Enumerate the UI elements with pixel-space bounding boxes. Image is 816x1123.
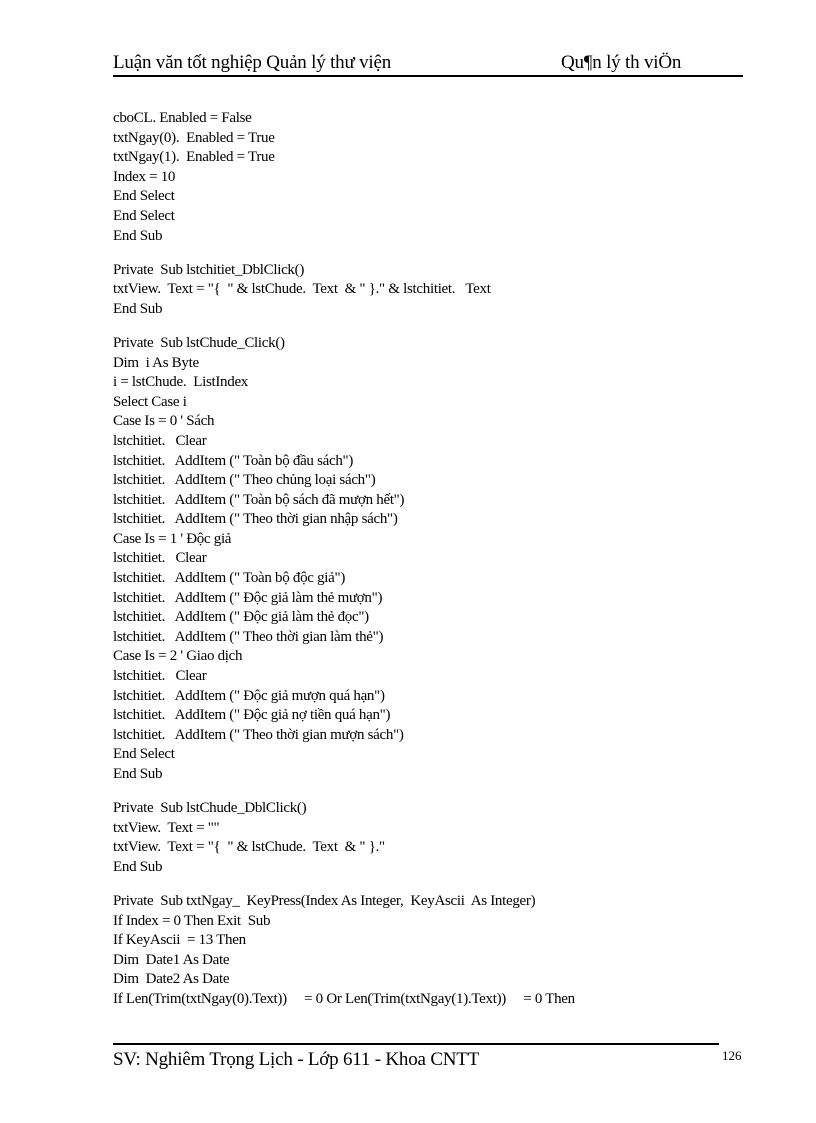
code-line: Private Sub lstChude_DblClick() (113, 800, 307, 817)
code-line: i = lstChude. ListIndex (113, 374, 248, 391)
code-line: Dim Date2 As Date (113, 971, 230, 988)
code-listing (113, 109, 575, 1010)
block-spacer (113, 877, 575, 892)
code-line: End Select (113, 188, 175, 205)
code-line: End Sub (113, 227, 163, 244)
code-line: lstchitiet. AddItem (" Toàn bộ sách đã mượn hết") (113, 491, 405, 508)
code-line: End Select (113, 207, 175, 224)
header-section-title: Qu¶n lý th viÖn (561, 52, 682, 73)
code-line: cboCL. Enabled = False (113, 110, 252, 126)
code-line: End Sub (113, 858, 163, 875)
footer-divider (113, 1043, 719, 1045)
code-line: If Index = 0 Then Exit Sub (113, 912, 271, 929)
code-line: txtNgay(1). Enabled = True (113, 149, 275, 166)
code-line: lstchitiet. AddItem (" Toàn bộ độc giả") (113, 570, 346, 587)
code-line: Dim i As Byte (113, 354, 199, 371)
code-line: Private Sub lstchitiet_DblClick() (113, 261, 305, 278)
code-line: txtView. Text = "{ " & lstChude. Text & " }." (113, 839, 385, 856)
code-line: If Len(Trim(txtNgay(0).Text)) = 0 Or Len(Trim(txtNgay(1).Text)) = 0 Then (113, 990, 575, 1007)
code-line: lstchitiet. AddItem (" Độc giả làm thẻ mượn") (113, 589, 383, 606)
code-line: lstchitiet. AddItem (" Độc giả làm thẻ đọc") (113, 609, 369, 626)
block-spacer (113, 246, 575, 261)
code-line: txtView. Text = "{ " & lstChude. Text & " }." & lstchitiet. Text (113, 281, 491, 298)
code-line: lstchitiet. AddItem (" Theo thời gian làm thẻ") (113, 628, 384, 645)
code-line: lstchitiet. AddItem (" Toàn bộ đầu sách") (113, 452, 354, 469)
code-line: Index = 10 (113, 168, 176, 185)
code-line: End Sub (113, 300, 163, 317)
block-spacer (113, 319, 575, 334)
code-line: Case Is = 0 ' Sách (113, 413, 215, 430)
code-line: Select Case i (113, 393, 187, 410)
header-divider (113, 75, 743, 77)
code-line: txtNgay(0). Enabled = True (113, 129, 275, 146)
page-number: 126 (722, 1048, 742, 1063)
header-thesis-title: Luận văn tốt nghiệp Quản lý thư viện (113, 52, 392, 73)
code-line: Case Is = 2 ' Giao dịch (113, 648, 243, 665)
code-line: lstchitiet. Clear (113, 668, 207, 685)
code-line: End Select (113, 746, 175, 763)
code-line: Case Is = 1 ' Độc giả (113, 530, 232, 547)
code-line: Private Sub lstChude_Click() (113, 334, 285, 351)
code-line: lstchitiet. AddItem (" Theo chủng loại sách") (113, 472, 376, 489)
code-line: If KeyAscii = 13 Then (113, 932, 246, 949)
footer-author-info: SV: Nghiêm Trọng Lịch - Lớp 611 - Khoa CNTT (113, 1049, 480, 1070)
code-line: lstchitiet. AddItem (" Theo thời gian nhập sách") (113, 511, 398, 528)
code-line: lstchitiet. Clear (113, 550, 207, 567)
code-line: lstchitiet. AddItem (" Độc giả mượn quá hạn") (113, 687, 385, 704)
code-line: lstchitiet. AddItem (" Theo thời gian mượn sách") (113, 726, 404, 743)
block-spacer (113, 785, 575, 800)
code-line: txtView. Text = "" (113, 819, 220, 836)
code-line: Dim Date1 As Date (113, 951, 230, 968)
code-line: End Sub (113, 766, 163, 782)
code-line: lstchitiet. Clear (113, 432, 207, 449)
code-line: Private Sub txtNgay_ KeyPress(Index As Integer, KeyAscii As Integer) (113, 892, 536, 909)
code-line: lstchitiet. AddItem (" Độc giả nợ tiền quá hạn") (113, 707, 391, 724)
